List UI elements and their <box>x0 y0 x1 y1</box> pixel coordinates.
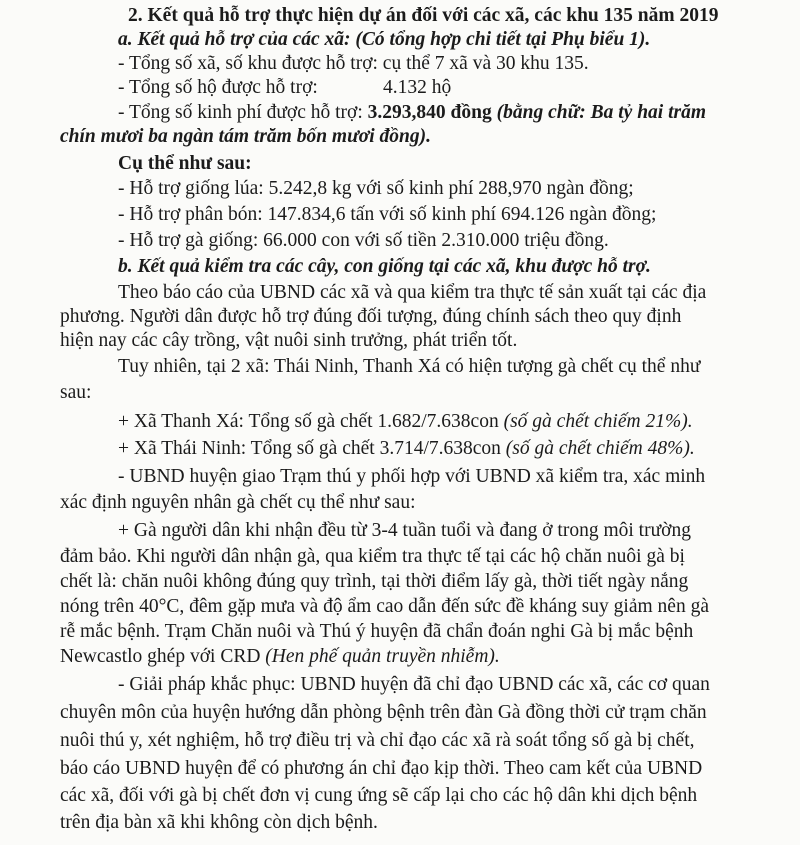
cu-the-heading: Cụ thể như sau: <box>118 153 252 174</box>
summary-kinh-phi <box>118 101 706 125</box>
para-however-line-1: Tuy nhiên, tại 2 xã: Thái Ninh, Thanh Xá có hiện tượng gà chết cụ thể như <box>118 356 701 377</box>
death-thai-ninh-note: (số gà chết chiếm 48%). <box>505 438 695 459</box>
section-title: 2. Kết quả hỗ trợ thực hiện dự án đối với các xã, các khu 135 năm 2019 <box>128 5 719 26</box>
para-cause-line-4: nóng trên 40°C, đêm gặp mưa và độ ẩm cao dẫn đến sức đề kháng suy giảm nên gà <box>60 596 709 617</box>
sub-heading-b: b. Kết quả kiểm tra các cây, con giống tại các xã, khu được hỗ trợ. <box>118 256 651 277</box>
para-cause-line-5: rễ mắc bệnh. Trạm Chăn nuôi và Thú ý huyện đã chẩn đoán nghi Gà bị mắc bệnh <box>60 621 694 642</box>
para-solution-line-4: báo cáo UBND huyện để có phương án chỉ đạo kịp thời. Theo cam kết của UBND <box>60 758 703 779</box>
sub-heading-a: a. Kết quả hỗ trợ của các xã: (Có tổng hợp chi tiết tại Phụ biểu 1). <box>118 29 651 50</box>
para-however-line-2: sau: <box>60 382 92 403</box>
para-solution-line-6: trên địa bàn xã khi không còn dịch bệnh. <box>60 812 378 833</box>
para-cause-italic-note: (Hen phế quản truyền nhiễm). <box>265 646 500 667</box>
kinh-phi-words-1: (bằng chữ: Ba tỷ hai trăm <box>491 102 707 123</box>
para-report-line-3: hiện nay các cây trồng, vật nuôi sinh trưởng, phát triển tốt. <box>60 330 518 351</box>
para-solution-line-1: - Giải pháp khắc phục: UBND huyện đã chỉ đạo UBND các xã, các cơ quan <box>118 674 710 695</box>
para-ubnd-line-1: - UBND huyện giao Trạm thú y phối hợp với UBND xã kiểm tra, xác minh <box>118 466 706 487</box>
summary-xa-count: - Tổng số xã, số khu được hỗ trợ: cụ thể 7 xã và 30 khu 135. <box>118 53 589 74</box>
para-report-line-2: phương. Người dân được hỗ trợ đúng đối tượng, đúng chính sách theo quy định <box>60 306 682 327</box>
support-item-chicken: - Hỗ trợ gà giống: 66.000 con với số tiền 2.310.000 triệu đồng. <box>118 230 609 251</box>
para-cause-line-3: chết là: chăn nuôi không đúng quy trình, tại thời điểm lấy gà, thời tiết ngày nắng <box>60 571 689 592</box>
death-thanh-xa: + Xã Thanh Xá: Tổng số gà chết 1.682/7.638con (số gà chết chiếm 21%). <box>118 411 693 432</box>
death-thai-ninh: + Xã Thái Ninh: Tổng số gà chết 3.714/7.638con (số gà chết chiếm 48%). <box>118 438 695 459</box>
summary-ho-value: 4.132 hộ <box>383 77 452 98</box>
para-report-line-1: Theo báo cáo của UBND các xã và qua kiểm tra thực tế sản xuất tại các địa <box>118 282 707 303</box>
para-ubnd-line-2: xác định nguyên nhân gà chết cụ thể như sau: <box>60 492 416 513</box>
death-thanh-xa-note: (số gà chết chiếm 21%). <box>503 411 693 432</box>
kinh-phi-words-2: chín mươi ba ngàn tám trăm bốn mươi đồng). <box>60 126 431 147</box>
para-solution-line-3: nuôi thú y, xét nghiệm, hỗ trợ điều trị và chỉ đạo các xã rà soát tổng số gà bị chết, <box>60 730 695 751</box>
para-cause-line-2: đảm bảo. Khi người dân nhận gà, qua kiểm tra thực tế tại các hộ chăn nuôi gà bị <box>60 546 685 567</box>
para-cause-line-6: Newcastlo ghép với CRD (Hen phế quản truyền nhiễm). <box>60 646 500 667</box>
support-item-rice: - Hỗ trợ giống lúa: 5.242,8 kg với số kinh phí 288,970 ngàn đồng; <box>118 178 634 199</box>
summary-ho-label: - Tổng số hộ được hỗ trợ: <box>118 77 318 98</box>
para-cause-line-1: + Gà người dân khi nhận đều từ 3-4 tuần tuổi và đang ở trong môi trường <box>118 520 691 541</box>
kinh-phi-label: - Tổng số kinh phí được hỗ trợ: <box>118 102 368 123</box>
para-solution-line-2: chuyên môn của huyện hướng dẫn phòng bệnh trên đàn Gà đồng thời cử trạm chăn <box>60 702 707 723</box>
kinh-phi-value: 3.293,840 đồng <box>367 102 492 123</box>
support-item-fertilizer: - Hỗ trợ phân bón: 147.834,6 tấn với số kinh phí 694.126 ngàn đồng; <box>118 204 657 225</box>
para-solution-line-5: các xã, đối với gà bị chết đơn vị cung ứng sẽ cấp lại cho các hộ dân khi dịch bệnh <box>60 785 698 806</box>
